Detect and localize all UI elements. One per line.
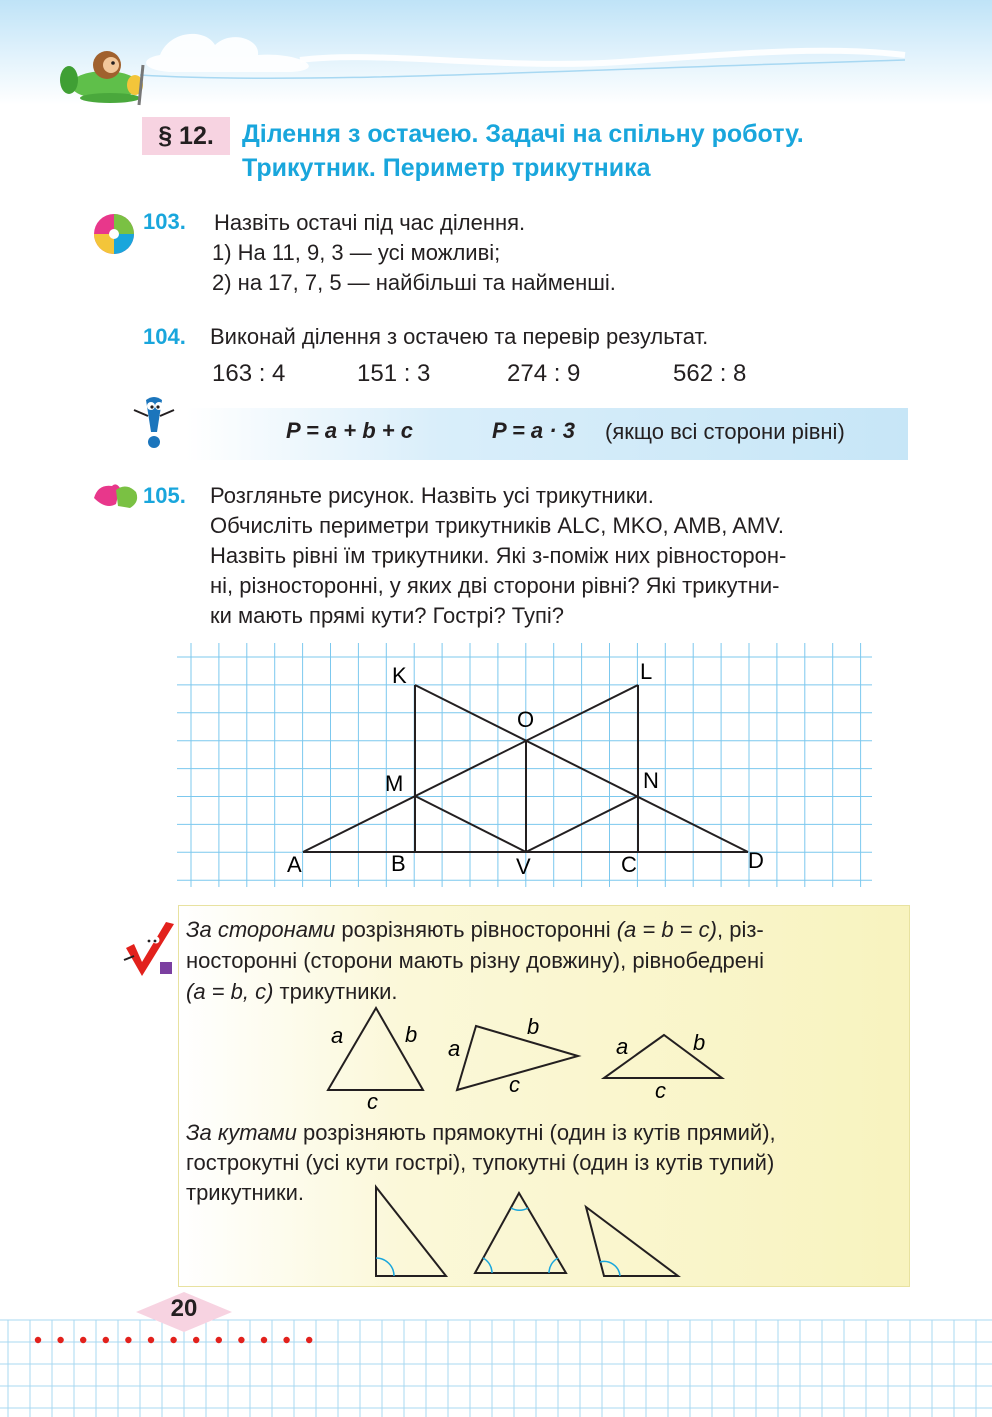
division-expression: 151 : 3 <box>357 360 431 387</box>
footer-dot <box>238 1337 244 1343</box>
point-label: V <box>516 854 531 879</box>
exercise-105-line5: ки мають прямі кути? Гострі? Тупі? <box>210 603 565 628</box>
side-label-c: c <box>655 1078 666 1103</box>
sides-text-end: трикутники. <box>273 979 398 1004</box>
footer-dot <box>125 1337 131 1343</box>
footer-dot <box>57 1337 63 1343</box>
perimeter-formula-general: P = a + b + c <box>286 418 413 443</box>
equilateral-formula: (a = b = c) <box>616 917 717 942</box>
page-number: 20 <box>170 1295 198 1322</box>
isosceles-formula: (a = b, c) <box>186 979 274 1004</box>
point-label: O <box>517 707 535 732</box>
side-label-a: a <box>448 1036 461 1061</box>
point-label: N <box>643 768 659 793</box>
acute-triangle <box>475 1193 566 1273</box>
side-label-a: a <box>616 1034 629 1059</box>
angles-text: розрізняють прямокутні (один із кутів прямий), <box>296 1120 776 1145</box>
footer-dot <box>193 1337 199 1343</box>
side-label-c: c <box>367 1089 378 1114</box>
right-triangle <box>376 1187 446 1276</box>
footer-dot <box>216 1337 222 1343</box>
point-label: M <box>385 771 404 796</box>
division-expression: 163 : 4 <box>212 360 286 387</box>
angle-mark <box>549 1258 558 1273</box>
exercise-105-line4: ні, різносторонні, у яких дві сторони рівні? Які трикутни- <box>210 573 780 598</box>
exercise-104-line1: Виконай ділення з остачею та перевір результат. <box>210 324 709 349</box>
exercise-105-line1: Розгляньте рисунок. Назвіть усі трикутники. <box>210 483 654 508</box>
side-label-a: a <box>331 1023 344 1048</box>
side-label-c: c <box>509 1072 520 1097</box>
exercise-103-line2: 1) На 11, 9, 3 — усі можливі; <box>212 240 501 265</box>
angles-definition-line2: гострокутні (усі кути гострі), тупокутні (один із кутів тупий) <box>186 1150 775 1175</box>
angles-term: За кутами <box>186 1120 297 1145</box>
right-angle-mark <box>376 1258 394 1276</box>
exercise-105-line2: Обчисліть периметри трикутників ALC, MKO, AMB, AMV. <box>210 513 785 538</box>
division-expression: 562 : 8 <box>673 360 747 387</box>
obtuse-triangle <box>586 1207 678 1276</box>
point-label: B <box>391 851 406 876</box>
footer-dot <box>35 1337 41 1343</box>
angle-mark <box>511 1208 528 1210</box>
exercise-104-number: 104. <box>143 324 186 349</box>
angles-definition-line3: трикутники. <box>186 1180 305 1205</box>
footer-dot <box>148 1337 154 1343</box>
footer-dot <box>170 1337 176 1343</box>
angle-mark <box>483 1258 492 1273</box>
footer-dot <box>283 1337 289 1343</box>
sides-text-tail: , різ- <box>716 917 764 942</box>
point-label: C <box>621 852 637 877</box>
point-label: L <box>640 659 653 684</box>
point-label: A <box>287 852 302 877</box>
sides-term: За сторонами <box>186 917 336 942</box>
perimeter-formula-equilateral: P = a · 3 <box>492 418 575 443</box>
division-expression: 274 : 9 <box>507 360 581 387</box>
footer-dot <box>306 1337 312 1343</box>
exercise-103-line3: 2) на 17, 7, 5 — найбільші та найменші. <box>212 270 616 295</box>
sides-text: розрізняють рівносторонні <box>335 917 617 942</box>
section-title-line1: Ділення з остачею. Задачі на спільну роботу. <box>242 120 804 148</box>
side-label-b: b <box>693 1030 706 1055</box>
section-number: § 12. <box>142 117 230 155</box>
footer-decoration <box>0 1280 992 1417</box>
sides-definition-line2: носторонні (сторони мають різну довжину), рівнобедрені <box>186 948 764 973</box>
formula-note: (якщо всі сторони рівні) <box>605 419 845 444</box>
side-label-b: b <box>527 1014 540 1039</box>
exercise-103-line1: Назвіть остачі під час ділення. <box>214 210 526 235</box>
section-title-line2: Трикутник. Периметр трикутника <box>242 154 651 182</box>
exercise-103-number: 103. <box>143 209 186 234</box>
point-label: K <box>392 663 407 688</box>
footer-dot <box>261 1337 267 1343</box>
exercise-105-line3: Назвіть рівні їм трикутники. Які з-поміж них рівносторон- <box>210 543 787 568</box>
footer-dot <box>103 1337 109 1343</box>
side-label-b: b <box>405 1022 418 1047</box>
exercise-105-number: 105. <box>143 483 186 508</box>
point-label: D <box>748 848 764 873</box>
footer-dot <box>80 1337 86 1343</box>
